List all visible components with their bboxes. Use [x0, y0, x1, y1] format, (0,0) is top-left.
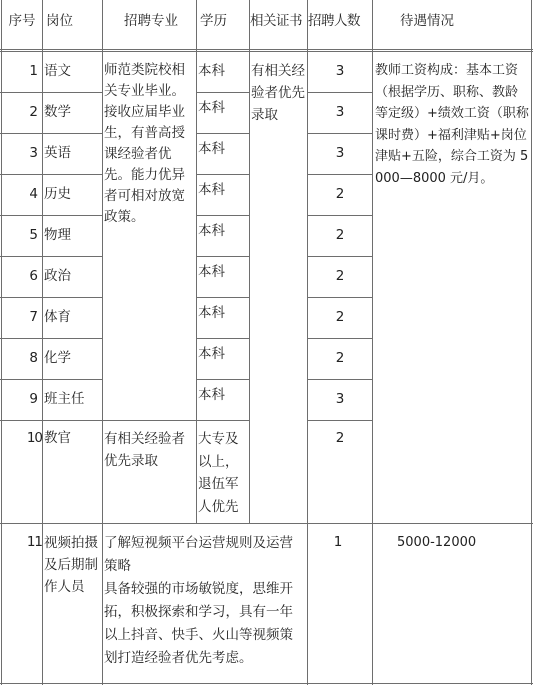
row-post: 视频拍摄及后期制作人员	[44, 535, 98, 595]
row-no: 1	[29, 63, 38, 79]
header-major: 招聘专业	[124, 13, 178, 29]
row-major: 了解短视频平台运营规则及运营策略 具备较强的市场敏锐度，思维开拓，积极探索和学习，具有一年以上抖音、快手、火山等视频策划打造经验者优先考虑。	[104, 535, 293, 666]
header-count: 招聘人数	[308, 13, 360, 29]
row-post: 语文	[44, 63, 71, 79]
row-education: 本科	[198, 387, 225, 403]
row-no: 2	[29, 104, 38, 120]
row-education: 本科	[198, 63, 225, 79]
row-post: 物理	[44, 227, 71, 243]
teacher-certificate: 有相关经验者优先录取	[251, 63, 305, 123]
header-post: 岗位	[46, 13, 73, 29]
teacher-major: 师范类院校相关专业毕业。接收应届毕业生，有普高授课经验者优先。能力优异者可相对放宽政策。	[104, 62, 185, 225]
row-count: 1	[333, 534, 343, 550]
row-education: 本科	[198, 182, 225, 198]
row-count: 2	[335, 268, 345, 284]
row-count: 2	[335, 309, 345, 325]
row-post: 历史	[44, 186, 71, 202]
row-education: 大专及以上，退伍军人优先	[198, 431, 239, 515]
row-post: 教官	[44, 430, 71, 446]
row-count: 3	[335, 391, 345, 407]
row-count: 2	[335, 227, 345, 243]
row-post: 班主任	[44, 391, 85, 407]
row-no: 5	[29, 227, 38, 243]
row-count: 3	[335, 145, 345, 161]
row-education: 本科	[198, 264, 225, 280]
header-salary: 待遇情况	[400, 13, 454, 29]
row-no: 10	[26, 430, 42, 446]
row-count: 2	[335, 350, 345, 366]
row-no: 4	[29, 186, 38, 202]
header-no: 序号	[8, 13, 36, 29]
row-education: 本科	[198, 346, 225, 362]
row-no: 9	[29, 391, 38, 407]
row-salary: 5000-12000	[397, 535, 477, 550]
row-education: 本科	[198, 100, 225, 116]
row-count: 2	[335, 430, 345, 446]
row-education: 本科	[198, 305, 225, 321]
row-education: 本科	[198, 223, 225, 239]
teacher-salary: 教师工资构成：基本工资（根据学历、职称、教龄等定级）+绩效工资（职称课时费）+福利津贴+岗位津贴+五险，综合工资为 5000—8000 元/月。	[375, 63, 529, 186]
row-no: 3	[29, 145, 38, 161]
row-education: 本科	[198, 141, 225, 157]
header-certificate: 相关证书	[250, 13, 302, 29]
row-post: 体育	[44, 309, 71, 325]
row-count: 3	[335, 63, 345, 79]
row-post: 英语	[44, 145, 71, 161]
row-count: 3	[335, 104, 345, 120]
header-education: 学历	[200, 13, 227, 29]
row-count: 2	[335, 186, 345, 202]
row-no: 6	[29, 268, 38, 284]
row-no: 11	[26, 534, 42, 550]
row-no: 8	[29, 350, 38, 366]
row-post: 数学	[44, 104, 71, 120]
row-post: 化学	[44, 350, 71, 366]
row-post: 政治	[44, 268, 71, 284]
row-no: 7	[29, 309, 38, 325]
row-major: 有相关经验者优先录取	[104, 431, 185, 469]
